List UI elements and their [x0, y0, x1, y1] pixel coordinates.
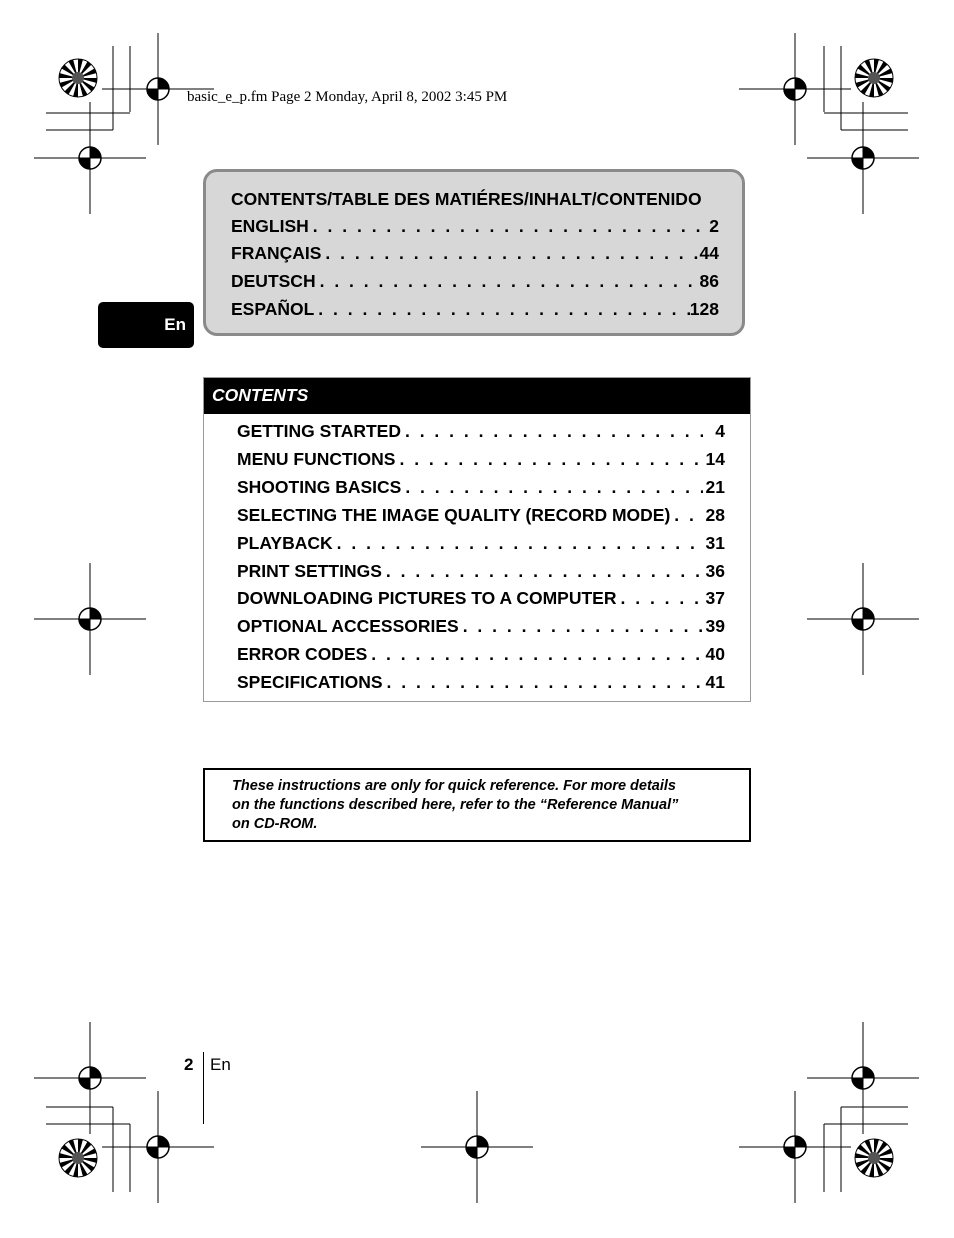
leader-dots	[314, 299, 690, 320]
entry-label: GETTING STARTED	[237, 421, 401, 441]
contents-title: CONTENTS	[212, 385, 309, 405]
leader-dots	[382, 561, 703, 582]
entry-label: DOWNLOADING PICTURES TO A COMPUTER	[237, 588, 617, 608]
bottom-left-corner-mark	[46, 1107, 130, 1192]
entry-label: MENU FUNCTIONS	[237, 449, 396, 469]
leader-dots	[316, 271, 700, 292]
contents-entry[interactable]	[237, 644, 725, 665]
note-line: on CD-ROM.	[232, 816, 318, 832]
language-index-entry[interactable]	[231, 271, 719, 292]
note-line: These instructions are only for quick reference. For more details	[232, 778, 676, 794]
entry-page: 41	[705, 672, 725, 692]
entry-label: FRANÇAIS	[231, 243, 322, 263]
page-number: 2	[184, 1055, 194, 1074]
contents-entry[interactable]	[237, 561, 725, 582]
entry-page: 86	[699, 271, 719, 291]
top-right-corner-mark	[824, 46, 908, 130]
entry-page: 28	[705, 505, 725, 525]
entry-label: SHOOTING BASICS	[237, 477, 402, 497]
entry-label: ESPAÑOL	[231, 299, 315, 319]
leader-dots	[401, 421, 703, 442]
entry-page: 40	[705, 644, 725, 664]
top-left-corner-mark	[46, 46, 130, 130]
leader-dots	[333, 533, 703, 554]
contents-table	[203, 377, 751, 702]
entry-label: DEUTSCH	[231, 271, 316, 291]
entry-page: 128	[689, 299, 719, 319]
language-index-entry[interactable]	[231, 243, 719, 264]
entry-page: 39	[705, 616, 725, 636]
contents-entry[interactable]	[237, 533, 725, 554]
entry-page: 31	[705, 533, 725, 553]
note-text	[232, 777, 742, 834]
contents-entry[interactable]	[237, 505, 725, 526]
leader-dots	[395, 449, 703, 470]
bottom-right-corner-mark	[824, 1107, 908, 1192]
leader-dots	[367, 644, 703, 665]
entry-label: ERROR CODES	[237, 644, 368, 664]
contents-entry[interactable]	[237, 421, 725, 442]
footer-divider	[203, 1052, 204, 1124]
language-index-title: CONTENTS/TABLE DES MATIÉRES/INHALT/CONTENIDO	[231, 189, 702, 209]
language-index-box	[203, 169, 745, 336]
contents-entry[interactable]	[237, 672, 725, 693]
language-tab-label: En	[164, 315, 186, 334]
leader-dots	[401, 477, 703, 498]
leader-dots	[459, 616, 703, 637]
quick-reference-note	[203, 768, 751, 842]
note-line: on the functions described here, refer to the “Reference Manual”	[232, 797, 679, 813]
entry-label: SELECTING THE IMAGE QUALITY (RECORD MODE)	[237, 505, 671, 525]
language-index-entry[interactable]	[231, 299, 719, 320]
leader-dots	[670, 505, 703, 526]
entry-page: 4	[715, 421, 725, 441]
contents-title-bar	[204, 378, 750, 414]
contents-entry[interactable]	[237, 616, 725, 637]
file-info-header: basic_e_p.fm Page 2 Monday, April 8, 2002 3:45 PM	[187, 89, 508, 105]
entry-label: PLAYBACK	[237, 533, 333, 553]
leader-dots	[321, 243, 699, 264]
contents-entry[interactable]	[237, 449, 725, 470]
entry-label: ENGLISH	[231, 216, 309, 236]
contents-entry[interactable]	[237, 477, 725, 498]
entry-page: 21	[705, 477, 725, 497]
entry-page: 14	[705, 449, 725, 469]
entry-label: SPECIFICATIONS	[237, 672, 383, 692]
entry-page: 44	[699, 243, 719, 263]
footer-language: En	[210, 1055, 231, 1074]
entry-label: PRINT SETTINGS	[237, 561, 382, 581]
entry-label: OPTIONAL ACCESSORIES	[237, 616, 459, 636]
leader-dots	[309, 216, 709, 237]
leader-dots	[617, 588, 704, 609]
contents-entry[interactable]	[237, 588, 725, 609]
leader-dots	[383, 672, 703, 693]
entry-page: 37	[705, 588, 725, 608]
language-tab	[98, 302, 194, 348]
entry-page: 36	[705, 561, 725, 581]
entry-page: 2	[709, 216, 719, 236]
language-index-entry[interactable]	[231, 216, 719, 237]
